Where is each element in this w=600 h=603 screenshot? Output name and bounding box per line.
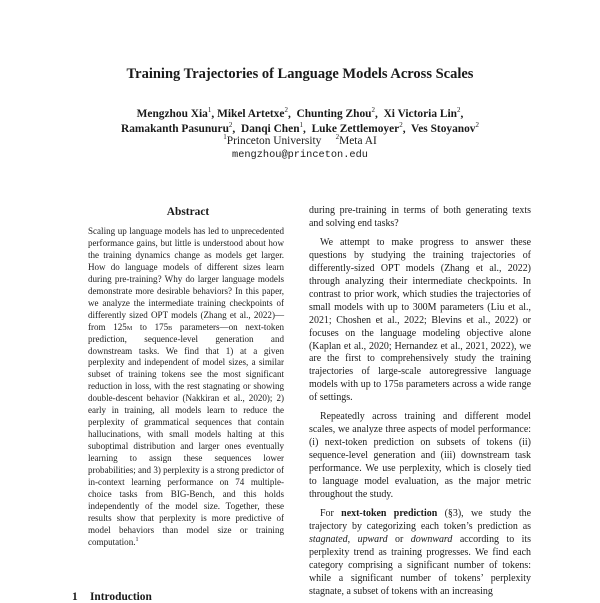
author: Xi Victoria Lin$^2$ xyxy=(383,106,461,120)
footnote-marker: 1 xyxy=(135,536,139,543)
abstract-text: Scaling up language models has led to unprecedented performance gains, but little is understood about how the training dynamics change as models get larger. How do language models of different sizes learn during pre-training? Why do larger language models demonstrate more desirable behaviors? In this paper, we analyze the intermediate training checkpoints of differently sized OPT models (Zhang et al., 2022)—from 125m to 175b parameters—on next-token prediction, sequence-level generation and downstream tasks. We find that 1) at a given perplexity and independent of model sizes, a similar subset of training tokens see the most significant reduction in loss, with the rest stagnating or showing double-descent behavior (Nakkiran et al., 2020); 2) early in training, all models learn to reduce the perplexity of grammatical sequences that contain hallucinations, with small models halting at this suboptimal distribution and larger ones eventually learning to assign these sequences lower probabilities; and 3) perplexity is a strong predictor of in-context learning performance on 74 multiple-choice tasks from BIG-Bench, and this holds independently of the model size. Together, these results show that perplexity is more predictive of model behaviors than model size or training computation.$^1$ xyxy=(88,226,284,547)
affiliation: $^1$Princeton University xyxy=(223,133,322,147)
author: Mengzhou Xia$^1$ xyxy=(136,106,212,120)
author: Ves Stoyanov$^2$ xyxy=(411,120,480,135)
author: Mikel Artetxe$^2$ xyxy=(217,106,288,120)
paragraph: during pre-training in terms of both generating texts and solving end tasks? xyxy=(309,205,531,229)
author-email: mengzhou@princeton.edu xyxy=(232,149,368,161)
paper-title: Training Trajectories of Language Models Across Scales xyxy=(126,66,474,82)
paragraph: We attempt to make progress to answer these questions by studying the training trajectories of differently-sized OPT models (Zhang et al., 2022) through analyzing their intermediate checkpoints. In contrast to prior work, which studies the trajectories of small models with up to 300M parameters (Liu et al., 2021; Choshen et al., 2022; Blevins et al., 2022) or focuses on the language modeling objective alone (Kaplan et al., 2020; Hernandez et al., 2021, 2022), we are the first to comprehensively study the training trajectories of large-scale autoregressive language models with up to 175b parameters across a wide range of settings. xyxy=(309,236,531,404)
author: Luke Zettlemoyer$^2$ xyxy=(311,120,403,135)
affiliation: $^2$Meta AI xyxy=(335,133,377,147)
author: Chunting Zhou$^2$ xyxy=(296,106,376,120)
intro-body xyxy=(309,205,531,599)
author: Ramakanth Pasunuru$^2$ xyxy=(120,120,233,135)
author: Danqi Chen$^1$ xyxy=(240,120,304,135)
paragraph: Repeatedly across training and different model scales, we analyze three aspects of model performance: (i) next-token prediction on subsets of tokens (ii) sequence-level generation and (iii) downstream task performance. We use perplexity, which is closely tied to language model evaluation, as the major metric throughout the study. xyxy=(309,411,531,501)
affiliations xyxy=(0,134,600,148)
paragraph: For next-token prediction (§3), we study the trajectory by categorizing each token’s prediction as stagnated, upward or downward according to its perplexity trend as training progresses. We find each category comprising a significant number of tokens: while a significant number of tokens’ perplexity stagnate, a subset of tokens with an increasing xyxy=(309,507,532,597)
author-list: Mengzhou Xia$^1$, Mikel Artetxe$^2$, Chunting Zhou$^2$, Xi Victoria Lin$^2$, Ramakanth Pasunuru$^2$, Danqi Chen$^1$, Luke Zettlemoyer$^2$, Ves Stoyanov$^2$ xyxy=(120,106,480,135)
abstract-heading: Abstract xyxy=(166,206,210,218)
section-heading: 1 Introduction xyxy=(72,591,152,603)
